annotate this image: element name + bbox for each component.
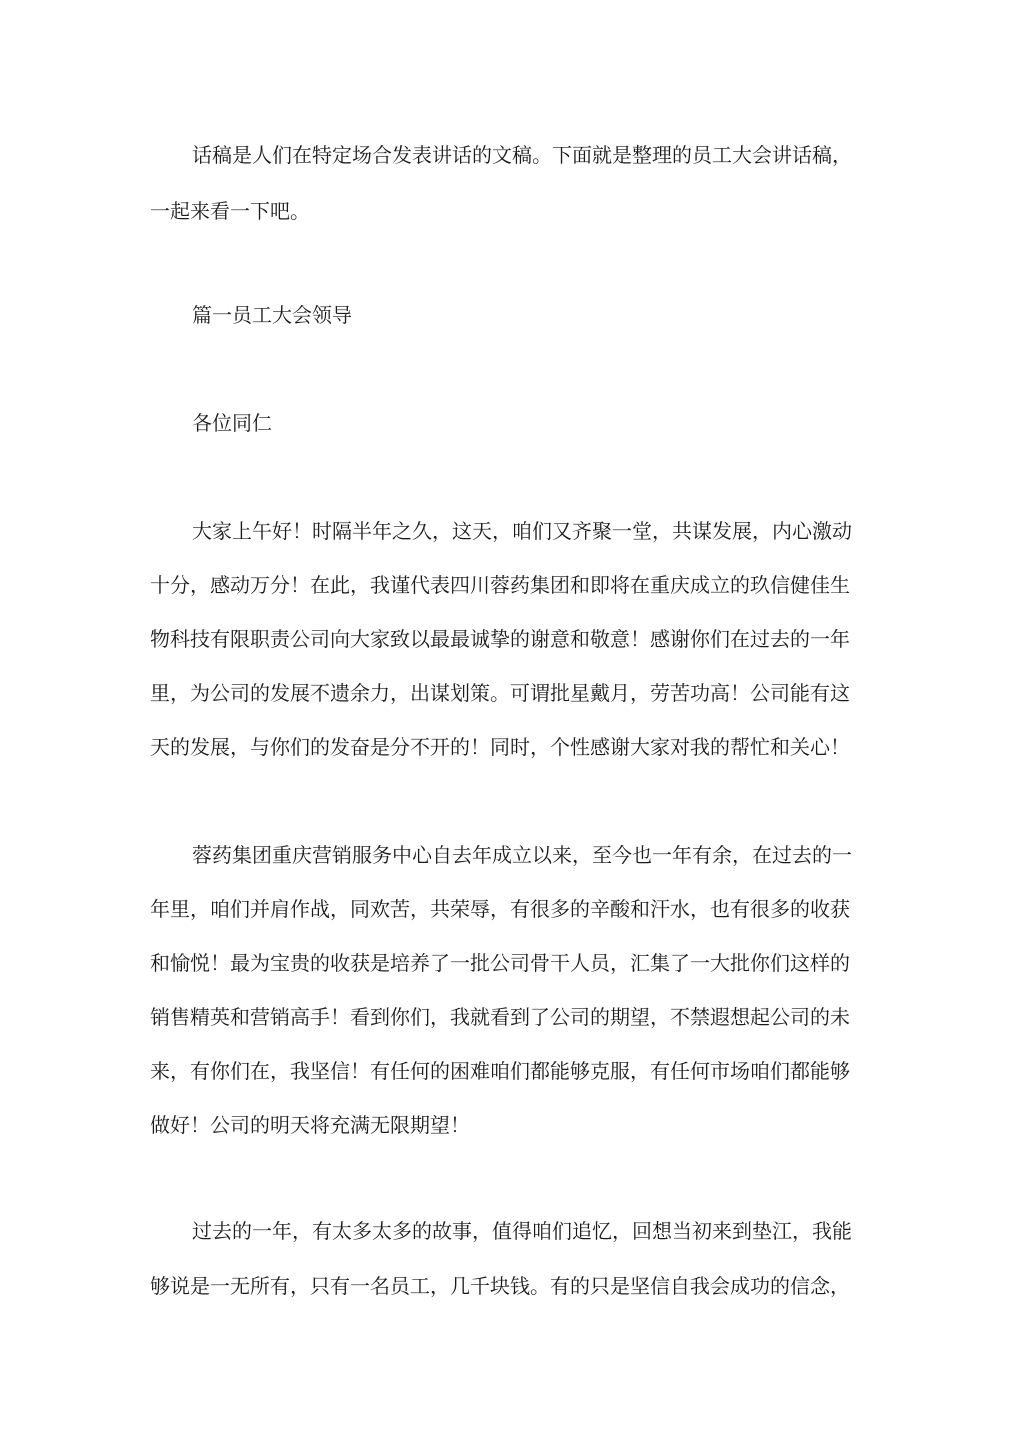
intro-line-1: 话稿是人们在特定场合发表讲话的文稿。下面就是整理的员工大会讲话稿， — [192, 143, 852, 167]
paragraph-1-line-2: 十分，感动万分！在此，我谨代表四川蓉药集团和即将在重庆成立的玖信健佳生 — [150, 573, 850, 597]
paragraph-2-line-4: 销售精英和营销高手！看到你们，我就看到了公司的期望，不禁遐想起公司的未 — [150, 1005, 850, 1029]
paragraph-2-line-1: 蓉药集团重庆营销服务中心自去年成立以来，至今也一年有余，在过去的一 — [192, 843, 852, 867]
paragraph-3-line-2: 够说是一无所有，只有一名员工，几千块钱。有的只是坚信自我会成功的信念， — [150, 1274, 850, 1298]
paragraph-2-line-5: 来，有你们在，我坚信！有任何的困难咱们都能够克服，有任何市场咱们都能够 — [150, 1059, 850, 1083]
paragraph-2-line-2: 年里，咱们并肩作战，同欢苦，共荣辱，有很多的辛酸和汗水，也有很多的收获 — [150, 897, 850, 921]
paragraph-2-line-3: 和愉悦！最为宝贵的收获是培养了一批公司骨干人员，汇集了一大批你们这样的 — [150, 951, 850, 975]
intro-line-2: 一起来看一下吧。 — [150, 199, 310, 223]
paragraph-2-line-6: 做好！公司的明天将充满无限期望！ — [150, 1113, 470, 1137]
salutation: 各位同仁 — [192, 411, 272, 435]
paragraph-1-line-1: 大家上午好！时隔半年之久，这天，咱们又齐聚一堂，共谋发展，内心激动 — [192, 519, 852, 543]
paragraph-1-line-5: 天的发展，与你们的发奋是分不开的！同时，个性感谢大家对我的帮忙和关心！ — [150, 735, 850, 759]
section-heading: 篇一员工大会领导 — [192, 303, 352, 327]
paragraph-3-line-1: 过去的一年，有太多太多的故事，值得咱们追忆，回想当初来到垫江，我能 — [192, 1219, 852, 1243]
paragraph-1-line-3: 物科技有限职责公司向大家致以最最诚挚的谢意和敬意！感谢你们在过去的一年 — [150, 627, 850, 651]
paragraph-1-line-4: 里，为公司的发展不遗余力，出谋划策。可谓批星戴月，劳苦功高！公司能有这 — [150, 681, 850, 705]
